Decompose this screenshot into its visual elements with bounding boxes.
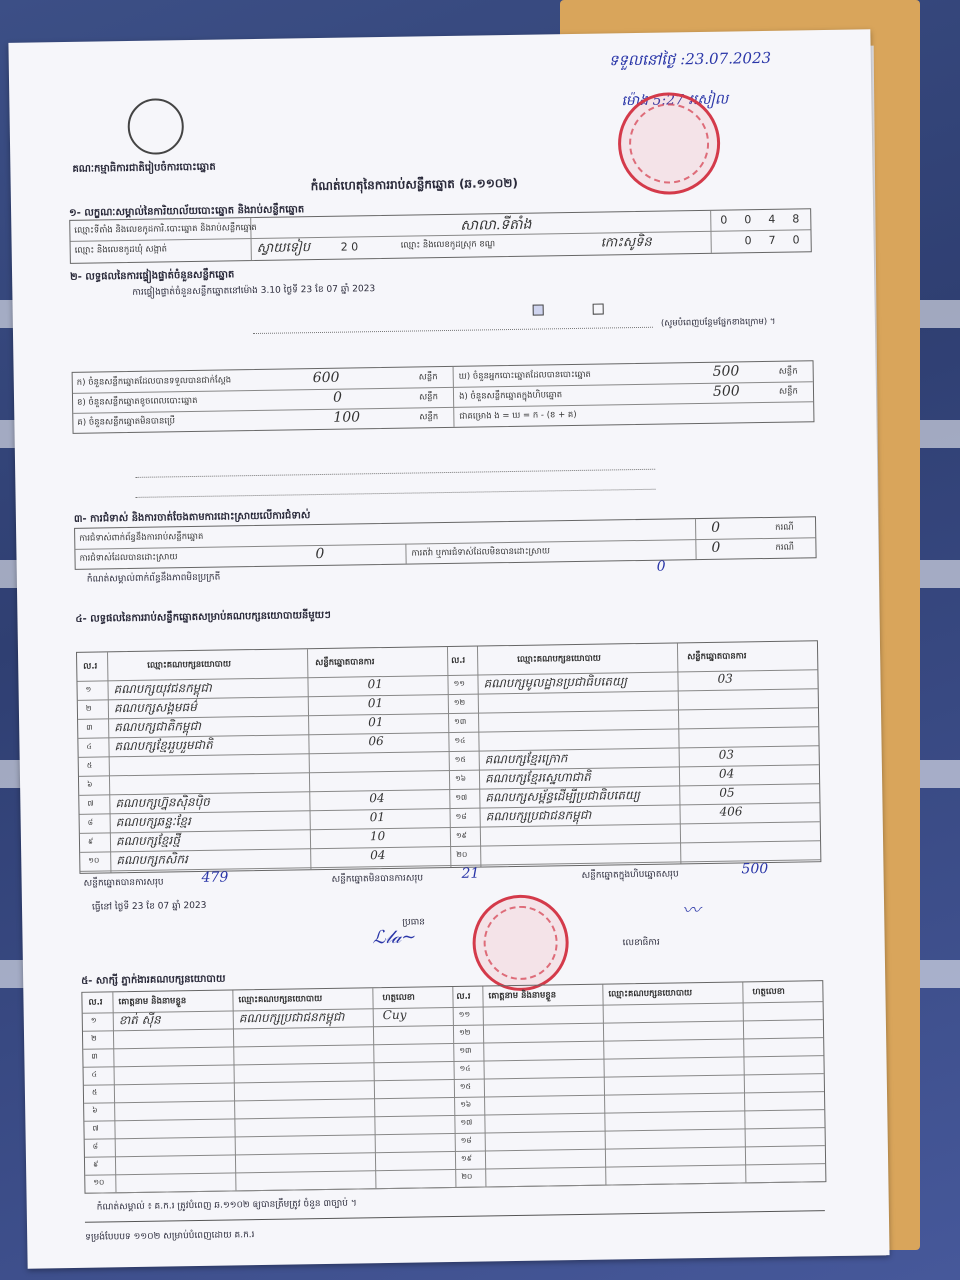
vote-count: 05 [719, 785, 735, 800]
unit-d: សន្លឹក [778, 366, 798, 377]
row-number: ២ [85, 703, 92, 713]
fill-note: (សូមបំពេញបន្ថែមផ្នែកខាងក្រោម) ។ [660, 316, 776, 329]
col-no-right: ល.រ [451, 655, 466, 666]
spoiled-ballots-label: ខ) ចំនួនសន្លឹកឆ្នោតខូចពេលបោះឆ្នោត [77, 395, 198, 408]
vote-count: 406 [719, 804, 743, 819]
case-label-2: ករណី [775, 542, 795, 553]
w-col-no-right: ល.រ [456, 991, 471, 1002]
witness-signature: Cuy [382, 1007, 407, 1023]
chair-signature: ℒ𝓁𝒶~ [372, 926, 417, 949]
w-col-name-right: គោត្តនាម និងនាមខ្លួន [488, 990, 557, 1002]
district-code-3: 0 [792, 233, 800, 247]
vote-count: 01 [369, 810, 386, 825]
objection-label: ការជំទាស់ពាក់ព័ន្ធនឹងការរាប់សន្លឹកឆ្នោត [79, 531, 204, 544]
vote-count: 03 [718, 747, 735, 762]
party-name: គណបក្សប្រជាជនកម្ពុជា [485, 807, 592, 824]
row-number: ៤ [91, 1069, 98, 1079]
row-number: ១២ [458, 1027, 471, 1037]
section3-heading: ៣- ការជំទាស់ និងការចាត់ចែងតាមការដោះស្រាយលើការជំទាស់ [73, 510, 311, 525]
row-number: ១ [90, 1015, 97, 1025]
form-code: ទម្រង់បែបបទ ១១០២ សម្រាប់បំពេញដោយ គ.ក.រ [85, 1230, 255, 1243]
party-name: គណបក្សមូលដ្ឋានប្រជាធិបតេយ្យ [483, 674, 628, 691]
row-number: ១១ [453, 678, 465, 688]
w-col-sign-right: ហត្ថលេខា [752, 986, 785, 998]
col-votes-right: សន្លឹកឆ្នោតបានការ [687, 651, 747, 663]
spoiled-ballots-value: 0 [332, 389, 343, 406]
row-number: ១៩ [460, 1153, 473, 1163]
row-number: ១៦ [460, 1099, 472, 1109]
vote-count: 06 [368, 734, 384, 749]
unresolved-label: ការតវ៉ា ឬការជំទាស់ដែលមិនបានដោះស្រាយ [411, 546, 551, 559]
row-number: ១៤ [454, 735, 466, 745]
checkbox-no[interactable] [593, 304, 604, 315]
total-valid-value: 479 [201, 869, 229, 886]
district-code-2: 7 [768, 233, 776, 247]
commune-label: ឈ្មោះ និងលេខកូដឃុំ សង្កាត់ [74, 244, 168, 256]
row-number: ៥ [91, 1087, 98, 1097]
unresolved-value: 0 [711, 539, 721, 556]
w-col-party-right: ឈ្មោះគណបក្សនយោបាយ [608, 988, 693, 1000]
w-col-name-left: គោត្តនាម និងនាមខ្លួន [118, 996, 187, 1008]
received-ballots-label: ក) ចំនួនសន្លឹកឆ្នោតដែលបានទទួលបានជាក់ស្តែង [76, 375, 232, 388]
district-code-1: 0 [744, 234, 752, 248]
row-number: ១១ [458, 1009, 471, 1019]
party-results-table [76, 640, 821, 874]
received-time: ម៉ោង 5:27 រសៀល [621, 91, 729, 110]
irregularity-note: កំណត់សម្គាល់ពាក់ព័ន្ធនឹងភាពមិនប្រក្រតី [86, 572, 221, 585]
row-number: ១ [85, 684, 92, 694]
secretary-label: លេខាធិការ [622, 937, 660, 949]
chair-label: ប្រធាន [402, 917, 426, 928]
received-ballots-value: 600 [312, 369, 340, 387]
formula: ជាគម្រោង ង = ឃ = ក - (ខ + គ) [459, 409, 577, 422]
row-number: ១៩ [455, 830, 467, 840]
row-number: ៣ [86, 722, 93, 732]
section5-heading: ៥- សាក្សី ភ្នាក់ងារគណបក្សនយោបាយ [81, 973, 226, 987]
party-name: គណបក្សហ្វ៊ុនស៊ិនប៉ិច [115, 794, 210, 811]
party-name: គណបក្សកសិករ [116, 852, 188, 868]
row-number: ១២ [453, 697, 466, 707]
received-note: ទទួលនៅថ្ងៃ :23.07.2023 [608, 48, 772, 70]
ballots-in-box-label: ង) ចំនួនសន្លឹកឆ្នោតក្នុងហិបឆ្នោត [458, 390, 563, 402]
row-number: ១៧ [460, 1117, 473, 1127]
district-label: ឈ្មោះ និងលេខកូដស្រុក ខណ្ឌ [400, 239, 496, 251]
row-number: ៤ [86, 741, 92, 751]
nec-emblem-icon [127, 98, 184, 155]
vote-count: 10 [369, 829, 386, 844]
station-code-2: 0 [744, 213, 752, 227]
section4-heading: ៤- លទ្ធផលនៃការរាប់សន្លឹកឆ្នោតសម្រាប់គណបក្សនយោបាយនីមួយៗ [75, 609, 331, 625]
unused-ballots-value: 100 [333, 409, 361, 426]
fill-line [253, 327, 653, 334]
form-title: កំណត់ហេតុនៃការរាប់សន្លឹកឆ្នោត (ឆ.១១០២) [310, 175, 519, 194]
total-invalid-value: 21 [461, 865, 480, 882]
station-label: ឈ្មោះទីតាំង និងលេខកូដការិ.បោះឆ្នោត និងរាប់សន្លឹកឆ្នោត [74, 222, 257, 236]
witness-party: គណបក្សប្រជាជនកម្ពុជា [238, 1009, 345, 1026]
unit-b: សន្លឹក [418, 392, 439, 403]
row-number: ៧ [92, 1123, 99, 1133]
witness-name: ខាត់ ស៊ីន [118, 1012, 161, 1028]
row-number: ៨ [92, 1141, 99, 1151]
row-number: ១៣ [459, 1045, 472, 1055]
voters-value: 500 [712, 363, 740, 380]
committee-name: គណៈកម្មាធិការជាតិរៀបចំការបោះឆ្នោត [72, 161, 216, 175]
irregularity-value: 0 [656, 558, 666, 575]
row-number: ៩ [92, 1159, 99, 1169]
station-code-1: 0 [720, 213, 728, 227]
vote-count: 03 [717, 671, 733, 686]
party-name: គណបក្សខ្មែរថ្មី [115, 833, 181, 849]
w-col-party-left: ឈ្មោះគណបក្សនយោបាយ [238, 994, 323, 1006]
vote-count: 01 [368, 715, 384, 730]
witness-table [81, 980, 826, 1194]
resolved-label: ការជំទាស់ដែលបានដោះស្រាយ [79, 552, 178, 564]
vote-count: 04 [369, 791, 385, 806]
resolved-value: 0 [315, 545, 325, 563]
row-number: ១៣ [454, 716, 467, 726]
row-number: ១៨ [460, 1135, 472, 1145]
row-number: ១៤ [459, 1063, 471, 1073]
row-number: ១០ [88, 855, 100, 865]
row-number: ៦ [92, 1105, 98, 1115]
commune-code: 2 0 [340, 240, 359, 254]
secretary-signature: 〰 [681, 900, 701, 922]
party-name: គណបក្សជាតិកម្ពុជា [114, 718, 202, 735]
station-code-4: 8 [792, 212, 800, 226]
col-party-left: ឈ្មោះគណបក្សនយោបាយ [147, 659, 231, 671]
commune-value: ស្វាយទៀប [256, 240, 311, 256]
total-box-label: សន្លឹកឆ្នោតក្នុងហិបឆ្នោតសរុប [581, 869, 679, 881]
vote-count: 01 [367, 696, 384, 711]
col-no-left: ល.រ [83, 661, 98, 672]
committee-seal-stamp [472, 894, 569, 991]
party-name: គណបក្សខ្មែររួបរួមជាតិ [114, 737, 213, 754]
w-col-sign-left: ហត្ថលេខា [382, 992, 415, 1004]
section2-heading: ២- លទ្ធផលនៃការផ្ទៀងផ្ទាត់ចំនួនសន្លឹកឆ្នោត [70, 269, 235, 283]
total-invalid-label: សន្លឹកឆ្នោតមិនបានការសរុប [331, 873, 424, 885]
row-number: ២០ [456, 849, 468, 859]
total-valid-label: សន្លឹកឆ្នោតបានការសរុប [83, 877, 164, 889]
section1-heading: ១- លក្ខណៈសម្គាល់នៃការិយាល័យបោះឆ្នោត និងរាប់សន្លឹកឆ្នោត [69, 204, 305, 219]
row-number: ១៥ [459, 1081, 471, 1091]
row-number: ១៧ [455, 792, 468, 802]
ballots-in-box-value: 500 [712, 383, 740, 400]
row-number: ១៦ [454, 773, 467, 783]
col-party-right: ឈ្មោះគណបក្សនយោបាយ [517, 653, 601, 665]
unit-a: សន្លឹក [418, 372, 438, 383]
party-name: គណបក្សខ្មែរក្រោក [484, 751, 568, 767]
district-value: កោះសូទិន [600, 234, 652, 251]
footer-note: កំណត់សម្គាល់ ៖ គ.ក.រ ត្រូវបំពេញ ឆ.១១០២ ឲ្យបានត្រឹមត្រូវ ចំនួន ៣ច្បាប់ ។ [96, 1198, 357, 1213]
vote-count: 01 [367, 677, 383, 692]
w-col-no-left: ល.រ [88, 997, 103, 1008]
case-label-1: ករណី [775, 522, 794, 533]
ballot-verification-table [72, 360, 815, 434]
fill-line [135, 469, 655, 478]
unused-ballots-label: គ) ចំនួនសន្លឹកឆ្នោតមិនបានប្រើ [77, 416, 176, 428]
row-number: ១០ [93, 1177, 105, 1187]
party-name: គណបក្សឆន្ទៈខ្មែរ [115, 814, 191, 830]
row-number: ២០ [461, 1171, 473, 1181]
row-number: ៦ [87, 779, 93, 789]
official-seal-stamp [617, 92, 721, 196]
col-votes-left: សន្លឹកឆ្នោតបានការ [315, 657, 375, 669]
party-name: គណបក្សខ្មែរស្នេហាជាតិ [484, 769, 591, 786]
total-box-value: 500 [741, 861, 769, 878]
date-line: ធ្វើនៅ ថ្ងៃទី 23 ខែ 07 ឆ្នាំ 2023 [91, 900, 207, 913]
row-number: ៨ [87, 817, 94, 827]
station-code-3: 4 [768, 212, 776, 226]
party-name: គណបក្សយុវជនកម្ពុជា [113, 680, 212, 697]
ballot-count-form [8, 29, 889, 1268]
station-value: សាលា.ទីតាំង [460, 216, 532, 234]
party-name: គណបក្សសម្ព័ន្ធដើម្បីប្រជាធិបតេយ្យ [485, 788, 641, 805]
row-number: ៣ [91, 1051, 98, 1061]
voters-label: ឃ) ចំនួនអ្នកបោះឆ្នោតដែលបានបោះឆ្នោត [458, 369, 591, 382]
vote-count: 04 [718, 766, 735, 781]
row-number: ៧ [87, 798, 94, 808]
objection-value: 0 [711, 519, 721, 536]
row-number: ១៥ [454, 754, 466, 764]
row-number: ២ [90, 1033, 97, 1043]
checkbox-yes[interactable] [533, 304, 544, 315]
row-number: ៩ [87, 836, 94, 846]
party-name: គណបក្សសង្គមធម៌ [113, 699, 197, 716]
verification-time-line: ការផ្ទៀងផ្ទាត់ចំនួនសន្លឹកឆ្នោតនៅម៉ោង 3.10 ថ្ងៃទី 23 ខែ 07 ឆ្នាំ 2023 [132, 284, 376, 298]
fill-line [136, 489, 656, 498]
row-number: ៥ [86, 760, 93, 770]
unit-c: សន្លឹក [419, 412, 439, 423]
vote-count: 04 [370, 848, 386, 863]
row-number: ១៨ [455, 811, 467, 821]
unit-e: សន្លឹក [778, 386, 798, 397]
